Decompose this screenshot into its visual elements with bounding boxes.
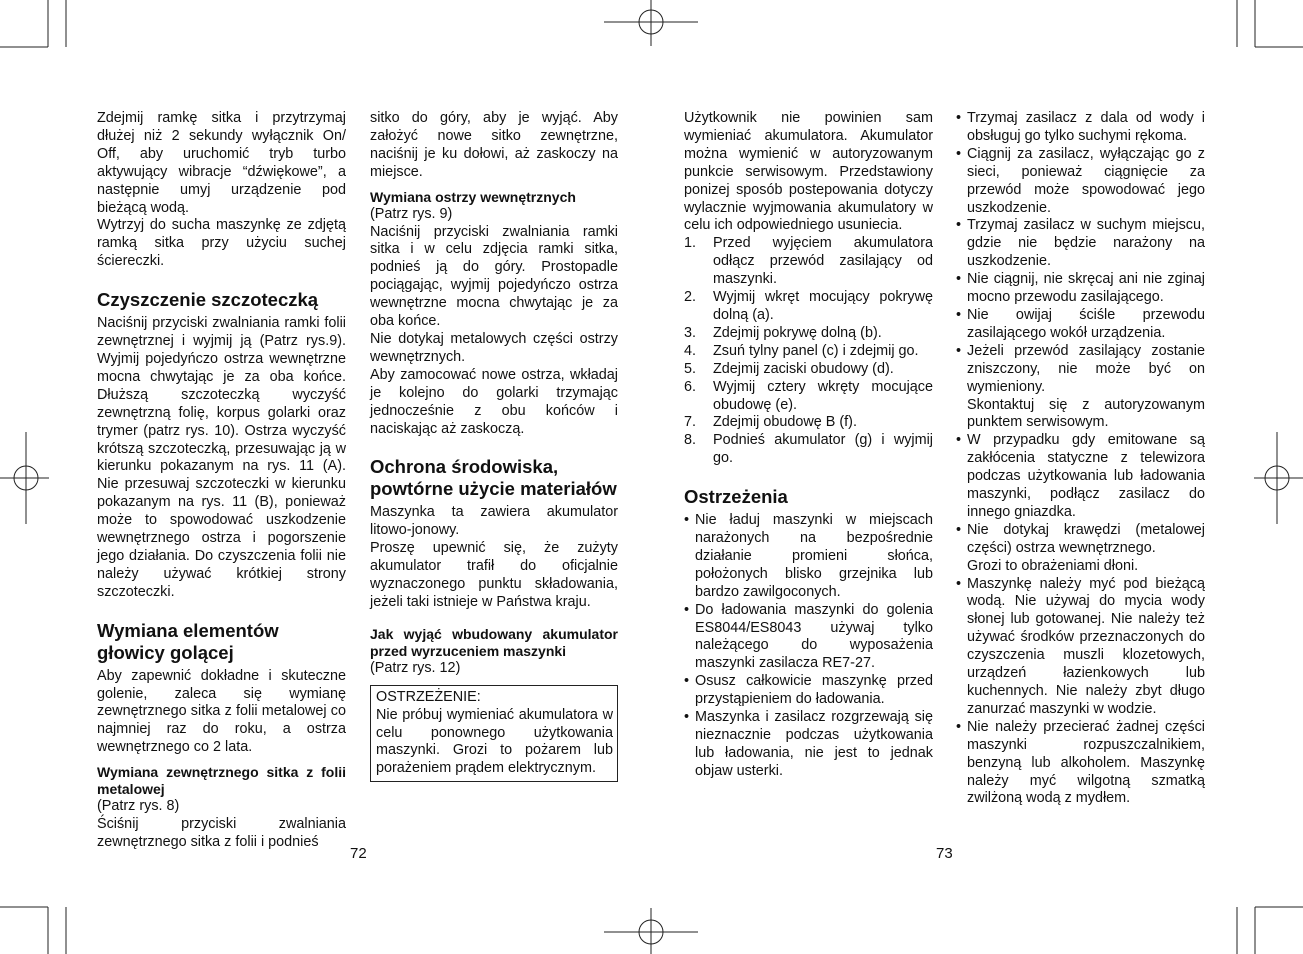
inner-blades-figure-ref: (Patrz rys. 9) [370,205,453,222]
list-item: • Jeżeli przewód zasilający zostanie zniszczony, nie może być on wymieniony. Skontaktuj się z autoryzowanym punktem serwisowym. [956,342,1205,431]
replace-parts-heading: Wymiana elementów głowicy golącej [97,619,279,663]
page72-column-right [370,110,618,782]
page73-column-left [684,110,933,781]
inner-blades-heading: Wymiana ostrzy wewnętrznych [370,188,576,205]
list-item: 3. Zdejmij pokrywę dolną (b). [684,324,882,341]
list-item: • Ciągnij za zasilacz, wyłączając go z sieci, ponieważ ciągnięcie za przewód może spowodować jego uszkodzenie. [956,145,1205,216]
battery-removal-steps [684,235,933,468]
list-item: • Nie ładuj maszynki w miejscach narażonych na bezpośrednie działanie promieni słońca, położonych blisko grzejnika lub bardzo zawilgoconych. [684,512,933,600]
warning-box [370,685,618,783]
battery-removal-heading: Jak wyjąć wbudowany akumulator przed wyrzuceniem maszynki [370,625,618,659]
rinse-instructions: Zdejmij ramkę sitka i przytrzymaj dłużej niż 2 sekundy wyłącznik On/ Off, aby uruchomić tryb turbo aktywujący wibracje “dźwiękowe”, a następnie umyj urządzenie pod bieżącą wodą. [97,110,346,216]
battery-service-intro: Użytkownik nie powinien sam wymieniać akumulatora. Akumulator można wymienić w autoryzowanym punkcie serwisowym. Przedstawiony ponizej sposób postepowania dotyczy wylacznie wyjmowania akumulatory w celu ich odpowiedniego usuniecia. [684,110,933,234]
page73-column-right [956,110,1205,808]
outer-foil-text-continued: sitko do góry, aby je wyjąć. Aby założyć nowe sitko zewnętrzne, naciśnij je ku dołowi, aż zaskoczy na miejsce. [370,110,618,180]
outer-foil-figure-ref: (Patrz rys. 8) [97,798,180,815]
list-item: • Do ładowania maszynki do golenia ES8044/ES8043 używaj tylko należącego do wyposażenia maszynki zasilacza RE7-27. [684,601,933,672]
safety-list [956,110,1205,808]
list-item: 5. Zdejmij zaciski obudowy (d). [684,360,894,377]
list-item: • Maszynkę należy myć pod bieżącą wodą. Nie używaj do mycia wody słonej lub gotowanej. Nie należy też używać środków przeznaczonych do czyszczenia muszli klozetowych, urządzeń łazienkowych lub kuchennych. Nie należy zbyt długo zanurzać maszynki w wodzie. [956,575,1205,717]
replace-parts-text: Aby zapewnić dokładne i skuteczne golenie, zaleca się wymianę zewnętrznego sitka z folii metalowej co najmniej raz do roku, a ostrza wewnętrznego co 2 lata. [97,667,346,756]
environment-text-2: Proszę upewnić się, że zużyty akumulator trafił do oficjalnie wyznaczonego punktu składowania, jeżeli taki istnieje w Państwa kraju. [370,540,618,610]
battery-removal-figure-ref: (Patrz rys. 12) [370,659,461,676]
page-number-72: 72 [350,845,367,862]
inner-blades-text: Naciśnij przyciski zwalniania ramki sitka i w celu zdjęcia ramki sitka, podnieś ją do góry. Prostopadle pociągając, wyjmij pojedyńczo ostrza wewnętrzne mocna chwytając je za oba końce. [370,223,618,330]
list-item: • Nie ciągnij, nie skręcaj ani nie zginaj mocno przewodu zasilającego. [956,271,1205,306]
list-item: • Trzymaj zasilacz w suchym miejscu, gdzie nie będzie narażony na uszkodzenie. [956,217,1205,270]
inner-blades-install: Aby zamocować nowe ostrza, wkładaj je kolejno do golarki trzymając jednocześnie z obu końców i naciskając aż zaskoczą. [370,366,618,437]
warning-title: OSTRZEŻENIE: [376,688,481,705]
outer-foil-heading: Wymiana zewnętrznego sitka z folii metalowej [97,764,346,798]
list-item: 4. Zsuń tylny panel (c) i zdejmij go. [684,342,919,359]
list-item: 1. Przed wyjęciem akumulatora odłącz przewód zasilający od maszynki. [684,235,933,288]
blade-injury-note: Grozi to obrażeniami dłoni. [967,557,1139,574]
list-item: • Nie należy przecierać żadnej części maszynki rozpuszczalnikiem, benzyną lub alkoholem. Maszynkę należy myć wilgotną szmatką zwilżoną wodą z mydłem. [956,718,1205,807]
list-item: • Osusz całkowicie maszynkę przed przystąpieniem do ładowania. [684,673,933,708]
list-item: 7. Zdejmij obudowę B (f). [684,414,857,431]
warnings-list [684,512,933,781]
warning-text: Nie próbuj wymieniać akumulatora w celu ponownego użytkowania maszynki. Grozi to pożarem lub porażeniem prądem elektrycznym. [376,706,613,777]
page72-column-left [97,110,346,852]
list-item: 8. Podnieś akumulator (g) i wyjmij go. [684,432,933,467]
inner-blades-caution: Nie dotykaj metalowych części ostrzy wewnętrznych. [370,330,618,365]
environment-text-1: Maszynka ta zawiera akumulator litowo-jonowy. [370,504,618,539]
cord-service-note: Skontaktuj się z autoryzowanym punktem serwisowym. [967,396,1205,431]
environment-heading: Ochrona środowiska, powtórne użycie materiałów [370,456,617,500]
list-item: • Trzymaj zasilacz z dala od wody i obsługuj go tylko suchymi rękoma. [956,110,1205,144]
list-item: • W przypadku gdy emitowane są zakłócenia statyczne z telewizora podczas użytkowania lub ładowania maszynki, podłącz zasilacz do innego gniazdka. [956,432,1205,520]
list-item: 6. Wyjmij cztery wkręty mocujące obudowę (e). [684,378,933,413]
list-item: 2. Wyjmij wkręt mocujący pokrywę dolną (a). [684,289,933,323]
brush-cleaning-heading: Czyszczenie szczoteczką [97,289,319,311]
list-item: • Nie owijaj ściśle przewodu zasilającego wokół urządzenia. [956,306,1205,341]
page-number-73: 73 [936,845,953,862]
list-item: • Nie dotykaj krawędzi (metalowej części) ostrza wewnętrznego. Grozi to obrażeniami dłoni. [956,521,1205,574]
brush-cleaning-text: Naciśnij przyciski zwalniania ramki folii zewnętrznej i wyjmij ją (Patrz rys.9). Wyjmij pojedyńczo ostrza wewnętrzne mocna chwytając je za oba końce. Dłuższą szczoteczką wyczyść zewnętrzną folię, korpus golarki oraz trymer (patrz rys. 10). Ostrza wyczyść krótszą szczoteczką, przesuwając ją w kierunku pokazanym na rys. 11 (A). Nie przesuwaj szczoteczki w kierunku pokazanym na rys. 11 (B), ponieważ może to spowodować uszkodzenie wewnętrznego ostrza i pogorszenie jego działania. Do czyszczenia folii nie należy używać krótkiej strony szczoteczki. [97,315,346,600]
list-item: • Maszynka i zasilacz rozgrzewają się nieznacznie podczas użytkowania lub ładowania, nie jest to jednak objaw usterki. [684,709,933,779]
outer-foil-text: Ściśnij przyciski zwalniania zewnętrznego sitka z folii i podnieś [97,816,346,850]
warnings-heading: Ostrzeżenia [684,486,788,508]
dry-instructions: Wytrzyj do sucha maszynkę ze zdjętą ramką sitka przy użyciu suchej ściereczki. [97,217,346,270]
